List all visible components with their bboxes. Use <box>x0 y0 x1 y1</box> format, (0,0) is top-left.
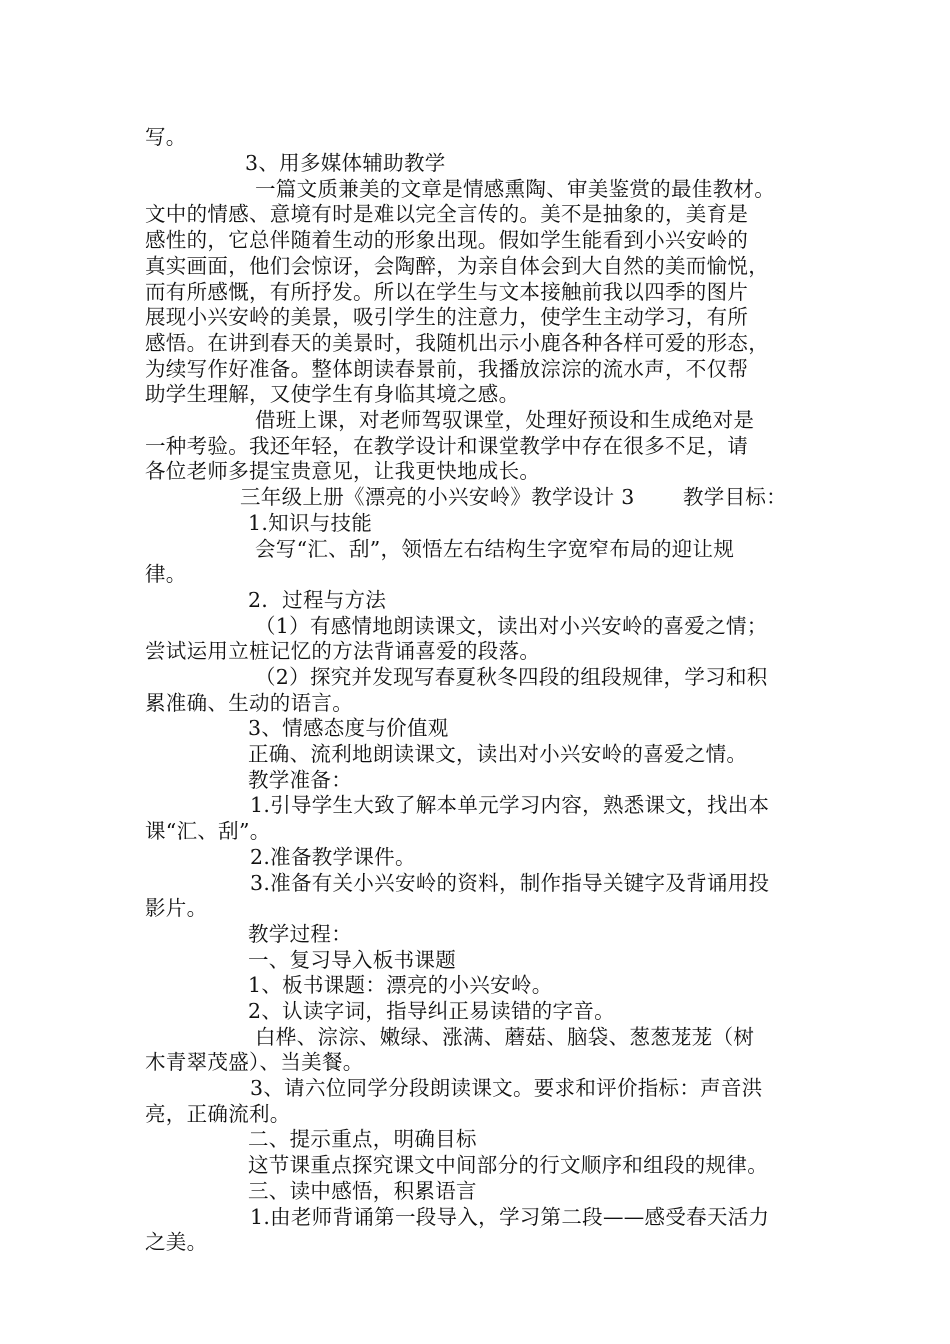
text-line: 助学生理解，又使学生有身临其境之感。 <box>145 382 520 406</box>
text-line: （2）探究并发现写春夏秋冬四段的组段规律，学习和积 <box>255 665 768 689</box>
text-line: 感性的，它总伴随着生动的形象出现。假如学生能看到小兴安岭的 <box>145 228 749 252</box>
text-line: 1.由老师背诵第一段导入，学习第二段——感受春天活力 <box>250 1205 770 1229</box>
text-line: 1、板书课题：漂亮的小兴安岭。 <box>248 973 553 997</box>
section-heading: 3、用多媒体辅助教学 <box>245 151 446 175</box>
text-line: 一种考验。我还年轻，在教学设计和课堂教学中存在很多不足，请 <box>145 434 749 458</box>
section-heading: 2．过程与方法 <box>248 588 387 612</box>
section-heading: 3、情感态度与价值观 <box>248 716 449 740</box>
text-line: 2、认读字词，指导纠正易读错的字音。 <box>248 999 615 1023</box>
section-heading: 三、读中感悟，积累语言 <box>248 1179 477 1203</box>
text-line: （1）有感情地朗读课文，读出对小兴安岭的喜爱之情； <box>255 614 768 638</box>
section-heading: 二、提示重点，明确目标 <box>248 1127 477 1151</box>
section-heading: 1.知识与技能 <box>248 511 373 535</box>
text-line: 写。 <box>145 125 187 149</box>
text-line: 为续写作好准备。整体朗读春景前，我播放淙淙的流水声，不仅帮 <box>145 357 749 381</box>
section-heading: 教学准备： <box>248 768 352 792</box>
text-line: 真实画面，他们会惊讶，会陶醉，为亲自体会到大自然的美而愉悦， <box>145 254 769 278</box>
text-line: 亮，正确流利。 <box>145 1102 291 1126</box>
text-line: 3、请六位同学分段朗读课文。要求和评价指标：声音洪 <box>250 1076 763 1100</box>
text-line: 尝试运用立桩记忆的方法背诵喜爱的段落。 <box>145 639 541 663</box>
text-line: 木青翠茂盛）、当美餐。 <box>145 1050 364 1074</box>
text-line: 课“汇、刮”。 <box>145 819 271 843</box>
text-line: 感悟。在讲到春天的美景时，我随机出示小鹿各种各样可爱的形态， <box>145 331 769 355</box>
text-line: 展现小兴安岭的美景，吸引学生的注意力，使学生主动学习，有所 <box>145 305 749 329</box>
text-line: 1.引导学生大致了解本单元学习内容，熟悉课文，找出本 <box>250 793 770 817</box>
text-line: 3.准备有关小兴安岭的资料，制作指导关键字及背诵用投 <box>250 871 770 895</box>
text-line: 借班上课，对老师驾驭课堂，处理好预设和生成绝对是 <box>255 408 755 432</box>
text-line: 而有所感慨，有所抒发。所以在学生与文本接触前我以四季的图片 <box>145 280 749 304</box>
text-line: 白桦、淙淙、嫩绿、涨满、蘑菇、脑袋、葱葱茏茏（树 <box>255 1025 755 1049</box>
text-line: 文中的情感、意境有时是难以完全言传的。美不是抽象的，美育是 <box>145 202 749 226</box>
section-heading: 教学过程： <box>248 922 352 946</box>
text-line: 各位老师多提宝贵意见，让我更快地成长。 <box>145 459 541 483</box>
text-line: 会写“汇、刮”，领悟左右结构生字宽窄布局的迎让规 <box>255 537 735 561</box>
text-line: 正确、流利地朗读课文，读出对小兴安岭的喜爱之情。 <box>248 742 748 766</box>
section-heading: 一、复习导入板书课题 <box>248 948 456 972</box>
text-line: 之美。 <box>145 1230 208 1254</box>
text-line: 2.准备教学课件。 <box>250 845 416 869</box>
text-line: 律。 <box>145 562 187 586</box>
text-line: 这节课重点探究课文中间部分的行文顺序和组段的规律。 <box>248 1153 768 1177</box>
text-line: 累准确、生动的语言。 <box>145 691 353 715</box>
text-line: 一篇文质兼美的文章是情感熏陶、审美鉴赏的最佳教材。 <box>255 177 775 201</box>
text-line: 影片。 <box>145 896 208 920</box>
document-title-line: 三年级上册《漂亮的小兴安岭》教学设计 3 教学目标： <box>240 485 787 509</box>
